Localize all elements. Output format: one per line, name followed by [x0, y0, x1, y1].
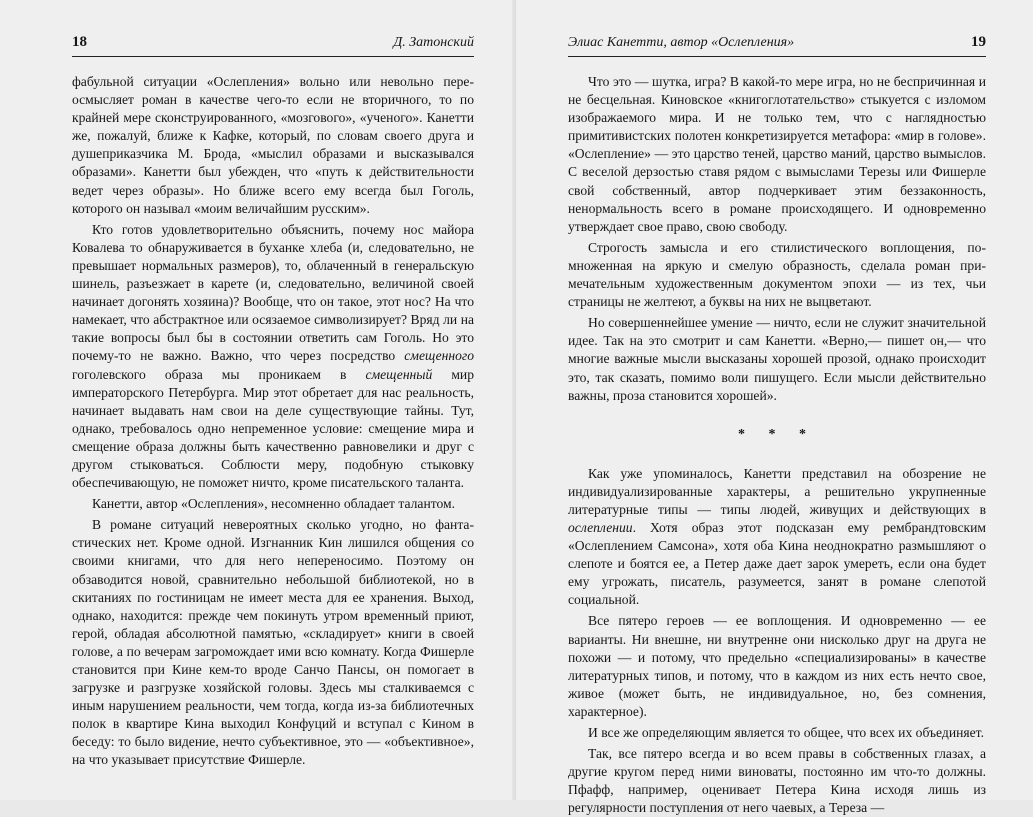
section-separator: * * *: [738, 426, 816, 442]
page-number-right: 19: [971, 34, 986, 50]
running-head-left: Д. Затонский: [393, 35, 474, 50]
running-head-right: Элиас Канетти, автор «Ослепления»: [568, 35, 795, 50]
left-page-header: [72, 34, 474, 57]
right-page: [516, 0, 1033, 816]
right-page-header: [568, 34, 986, 57]
paragraph: И все же определяющим является то общее, что всех их объединяет.: [588, 725, 984, 740]
paragraph: Строгость замысла и его стилистического воплощения, помноженная на яркую и смелую образность, сделала роман примечательным художественным документом эпохи — из тех, чьи страницы не желтеют, а буквы на них не выцветают.: [568, 239, 986, 310]
paragraph: Канетти, автор «Ослепления», несомненно обладает талантом.: [92, 496, 456, 512]
paragraph: фабульной ситуации «Ослепления» вольно или невольно переосмысляет роман в качестве чего-то если не вторичного, то по крайней мере сконструированного, «мозгового», «ученого». Канетти же, пожалуй, ближе к Кафке, который, по словам своего друга и душеприказчика М. Брода, «мыслил образами и высказывался образами». Канетти был убежден, что «путь к действительности ведет через образы». Но ближе всего ему всегда был Гоголь, которого он называл «моим величайшим русским».: [72, 74, 474, 216]
page-number-left: 18: [72, 34, 87, 50]
paragraph: Так, все пятеро всегда и во всем правы в собственных глазах, а другие кругом перед ними виноваты, постоянно им что-то должны. Пфафф, например, оценивает Петера Кина исходя лишь из регулярности поступления от него чаевых, а Тереза —: [568, 746, 986, 816]
paragraph: Как уже упоминалось, Канетти представил на обозрение не индивидуализированные характеры, а решительно укрупненные литературные типы — типы людей, живущих и действующих в ослеплении. Хотя образ этот подсказан ему рембрандтовским «Ослеплением Самсона», хотя оба Кина неоднократно размышляют о слепоте и боятся ее, а Петер даже дает зарок умереть, если она будет ему угрожать, писатель, разумеется, занят в романе слепотой социальной.: [568, 465, 986, 608]
paragraph: Но совершеннейшее умение — ничто, если не служит значительной идее. Так на это смотрит и сам Канетти. «Верно,— пишет он,— что многие важные мысли высказаны хорошей прозой, однако происходит это, так сказать, помимо воли пишущего. Если мысли действительно важны, проза становится хорошей».: [568, 315, 986, 403]
paragraph: Кто готов удовлетворительно объяснить, почему нос майора Ковалева то обнаруживается в буханке хлеба (и, следовательно, не превышает нормальных размеров), то, облаченный в генеральскую шинель, разъезжает в карете (и, следовательно, величиной своей начинает догонять хозяина)? Вообще, что он такое, этот нос? На что намекает, что абстрактное или осязаемое символизирует? Вряд ли на такие вопросы был бы в состоянии ответить сам Гоголь. Но это почему-то не важно. Важно, что через посредство смещенного гоголевского образа мы проникаем в смещенный мир императорского Петербурга. Мир этот обретает для нас реальность, начинает выдавать нам свои на деле существующие тайны. Тут, однако, требовалось одно непременное условие: смещение мира и смещение образа должны быть качественно равновелики и друг с другом стыковаться. Соблюсти меру, подобную стыковку обеспечивающую, не поможет ничто, кроме писательского таланта.: [72, 221, 474, 491]
paragraph: В романе ситуаций невероятных сколько угодно, но фантастических нет. Кроме одной. Изгнанник Кин лишился общения со своими книгами, что для него непереносимо. Поэтому он обзаводится новой, сравнительно небольшой библиотекой, но в скитаниях по гостиницам не имеет места для ее хранения. Выход, однако, находится: прежде чем покинуть утром временный приют, герой, обладая абсолютной памятью, «складирует» книги в своей голове, а по вечерам загромождает ими всю комнату. Когда Фишерле становится при Кине кем-то вроде Санчо Пансы, он помогает в загрузке и разгрузке хозяйской головы. Здесь мы сталкиваемся с иным нарушением реальности, чем тогда, когда из-за библиотечных полок в квартире Кина выходил Конфуций и вступал с Кином в беседу: то было видение, нечто субъективное, это — «объективное», на что указывает присутствие Фишерле.: [72, 517, 474, 768]
left-page-body: [72, 73, 474, 770]
paragraph: Все пятеро героев — ее воплощения. И одновременно — ее варианты. Ни внешне, ни внутренне они нисколько друг на друга не похожи — и потому, что предельно «специализированы» в качестве литературных типов, и потому, что в каждом из них есть нечто свое, живое (может быть, не индивидуальное, но, без сомнения, характерное).: [568, 613, 986, 719]
paragraph: Что это — шутка, игра? В какой-то мере игра, но не беспричинная и не бесцельная. Киновское «книгоглотательство» стыкуется с изломом изображаемого мира. И не только тем, что с наглядностью примитивистских полотен конкретизируется метафора: «мир в голове». «Ослепление» — это царство теней, царство маний, царство вымыслов. С веселой дерзостью ставя рядом с вымыслами Терезы или Фишерле свой собственный, автор подчеркивает этим беззаконность, ненормальность всего в романе происходящего. И одновременно утверждает свое право, свою свободу.: [568, 74, 986, 234]
right-page-body: [568, 73, 986, 817]
left-page: [0, 0, 516, 800]
